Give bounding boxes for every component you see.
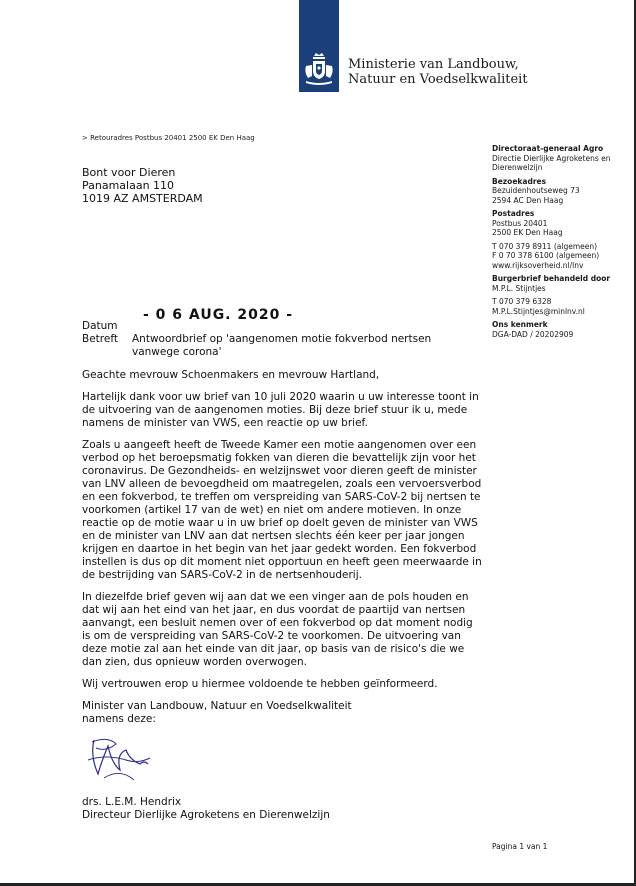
addressee-street: Panamalaan 110 [82,179,175,192]
fax-number: F 0 70 378 6100 (algemeen) [492,251,600,260]
postadres-label: Postadres [492,209,535,218]
signer-title: Directeur Dierlijke Agroketens en Dierenwelzijn [82,809,330,821]
paragraph-4: Wij vertrouwen erop u hiermee voldoende te hebben geïnformeerd. [82,678,438,690]
closing-line1: Minister van Landbouw, Natuur en Voedselkwaliteit [82,700,352,712]
paragraph-3: In diezelfde brief geven wij aan dat we een vinger aan de pols houden en dat wij aan het eind van het jaar, en dus voordat de paartijd van nertsen aanvangt, een besluit nemen over of een fokverbod op dat moment nodig is om de verspreiding van SARS-CoV-2 te voorkomen. De uitvoering van deze motie zal aan het einde van dit jaar, op basis van de risico's die we dan zien, dus opnieuw worden overwogen. [82,591,473,668]
datum-label: Datum [82,320,118,332]
postadres-line1: Postbus 20401 [492,218,548,228]
bezoekadres-line2: 2594 AC Den Haag [492,195,564,205]
page-number: Pagina 1 van 1 [492,842,548,851]
kenmerk-label: Ons kenmerk [492,320,548,329]
bezoekadres-line1: Bezuidenhoutseweg 73 [492,186,580,195]
ministry-name-line1: Ministerie van Landbouw, [348,57,519,72]
addressee-name: Bont voor Dieren [82,166,176,179]
dg-name: Directoraat-generaal Agro [492,144,604,153]
sender-info-column [492,144,632,343]
bezoekadres-label: Bezoekadres [492,176,547,186]
addressee-block [82,166,203,205]
ministry-name [348,57,528,87]
letter-body [82,369,482,726]
website-link[interactable]: www.rijksoverheid.nl/lnv [492,260,584,270]
handler-phone: T 070 379 6328 [492,297,552,306]
ministry-name-line2: Natuur en Voedselkwaliteit [348,72,528,87]
directie-line2: Dierenwelzijn [492,163,543,172]
phone-number: T 070 379 8911 (algemeen) [492,241,598,251]
signer-block [82,796,330,822]
handwritten-signature [86,730,152,788]
paragraph-2: Zoals u aangeeft heeft de Tweede Kamer een motie aangenomen over een verbod op het beroepsmatig fokken van dieren die bevattelijk zijn voor het coronavirus. De Gezondheids- en welzijnswet voor dieren geeft de minister van LNV alleen de bevoegdheid om maatregelen, zoals een vervoersverbod en een fokverbod, te treffen om verspreiding van SARS-CoV-2 bij nertsen te voorkomen (artikel 17 van de wet) en niet om andere motieven. In onze reactie op de motie waar u in uw brief op doelt geven de minister van VWS en de minister van LNV aan dat nertsen slechts één keer per jaar jongen krijgen en daartoe in het begin van het jaar gedekt worden. Een fokverbod instellen is dus op dit moment niet opportuun en heeft geen meerwaarde in de bestrijding van SARS-CoV-2 in de nertsenhouderij. [82,439,482,581]
subject-text: Antwoordbrief op 'aangenomen motie fokverbod nertsen vanwege corona' [132,333,432,358]
betreft-label: Betreft [82,333,118,345]
coat-of-arms-icon [303,52,335,86]
closing-line2: namens deze: [82,713,156,725]
signer-name: drs. L.E.M. Hendrix [82,796,182,808]
return-address: > Retouradres Postbus 20401 2500 EK Den Haag [82,134,255,142]
burgerbrief-label: Burgerbrief behandeld door [492,274,611,283]
paragraph-1: Hartelijk dank voor uw brief van 10 juli 2020 waarin u uw interesse toont in de uitvoering van de aangenomen moties. Bij deze brief stuur ik u, mede namens de minister van VWS, een reactie op uw brief. [82,391,479,429]
salutation: Geachte mevrouw Schoenmakers en mevrouw Hartland, [82,369,380,381]
date-stamp: - 0 6 AUG. 2020 - [143,307,294,323]
directie-line1: Directie Dierlijke Agroketens en [492,153,611,163]
postadres-line2: 2500 EK Den Haag [492,228,563,237]
addressee-city: 1019 AZ AMSTERDAM [82,192,203,205]
handler-name: M.P.L. Stijntjes [492,283,546,293]
kenmerk-value: DGA-DAD / 20202909 [492,329,574,339]
handler-email[interactable]: M.P.L.Stijntjes@minlnv.nl [492,306,585,316]
